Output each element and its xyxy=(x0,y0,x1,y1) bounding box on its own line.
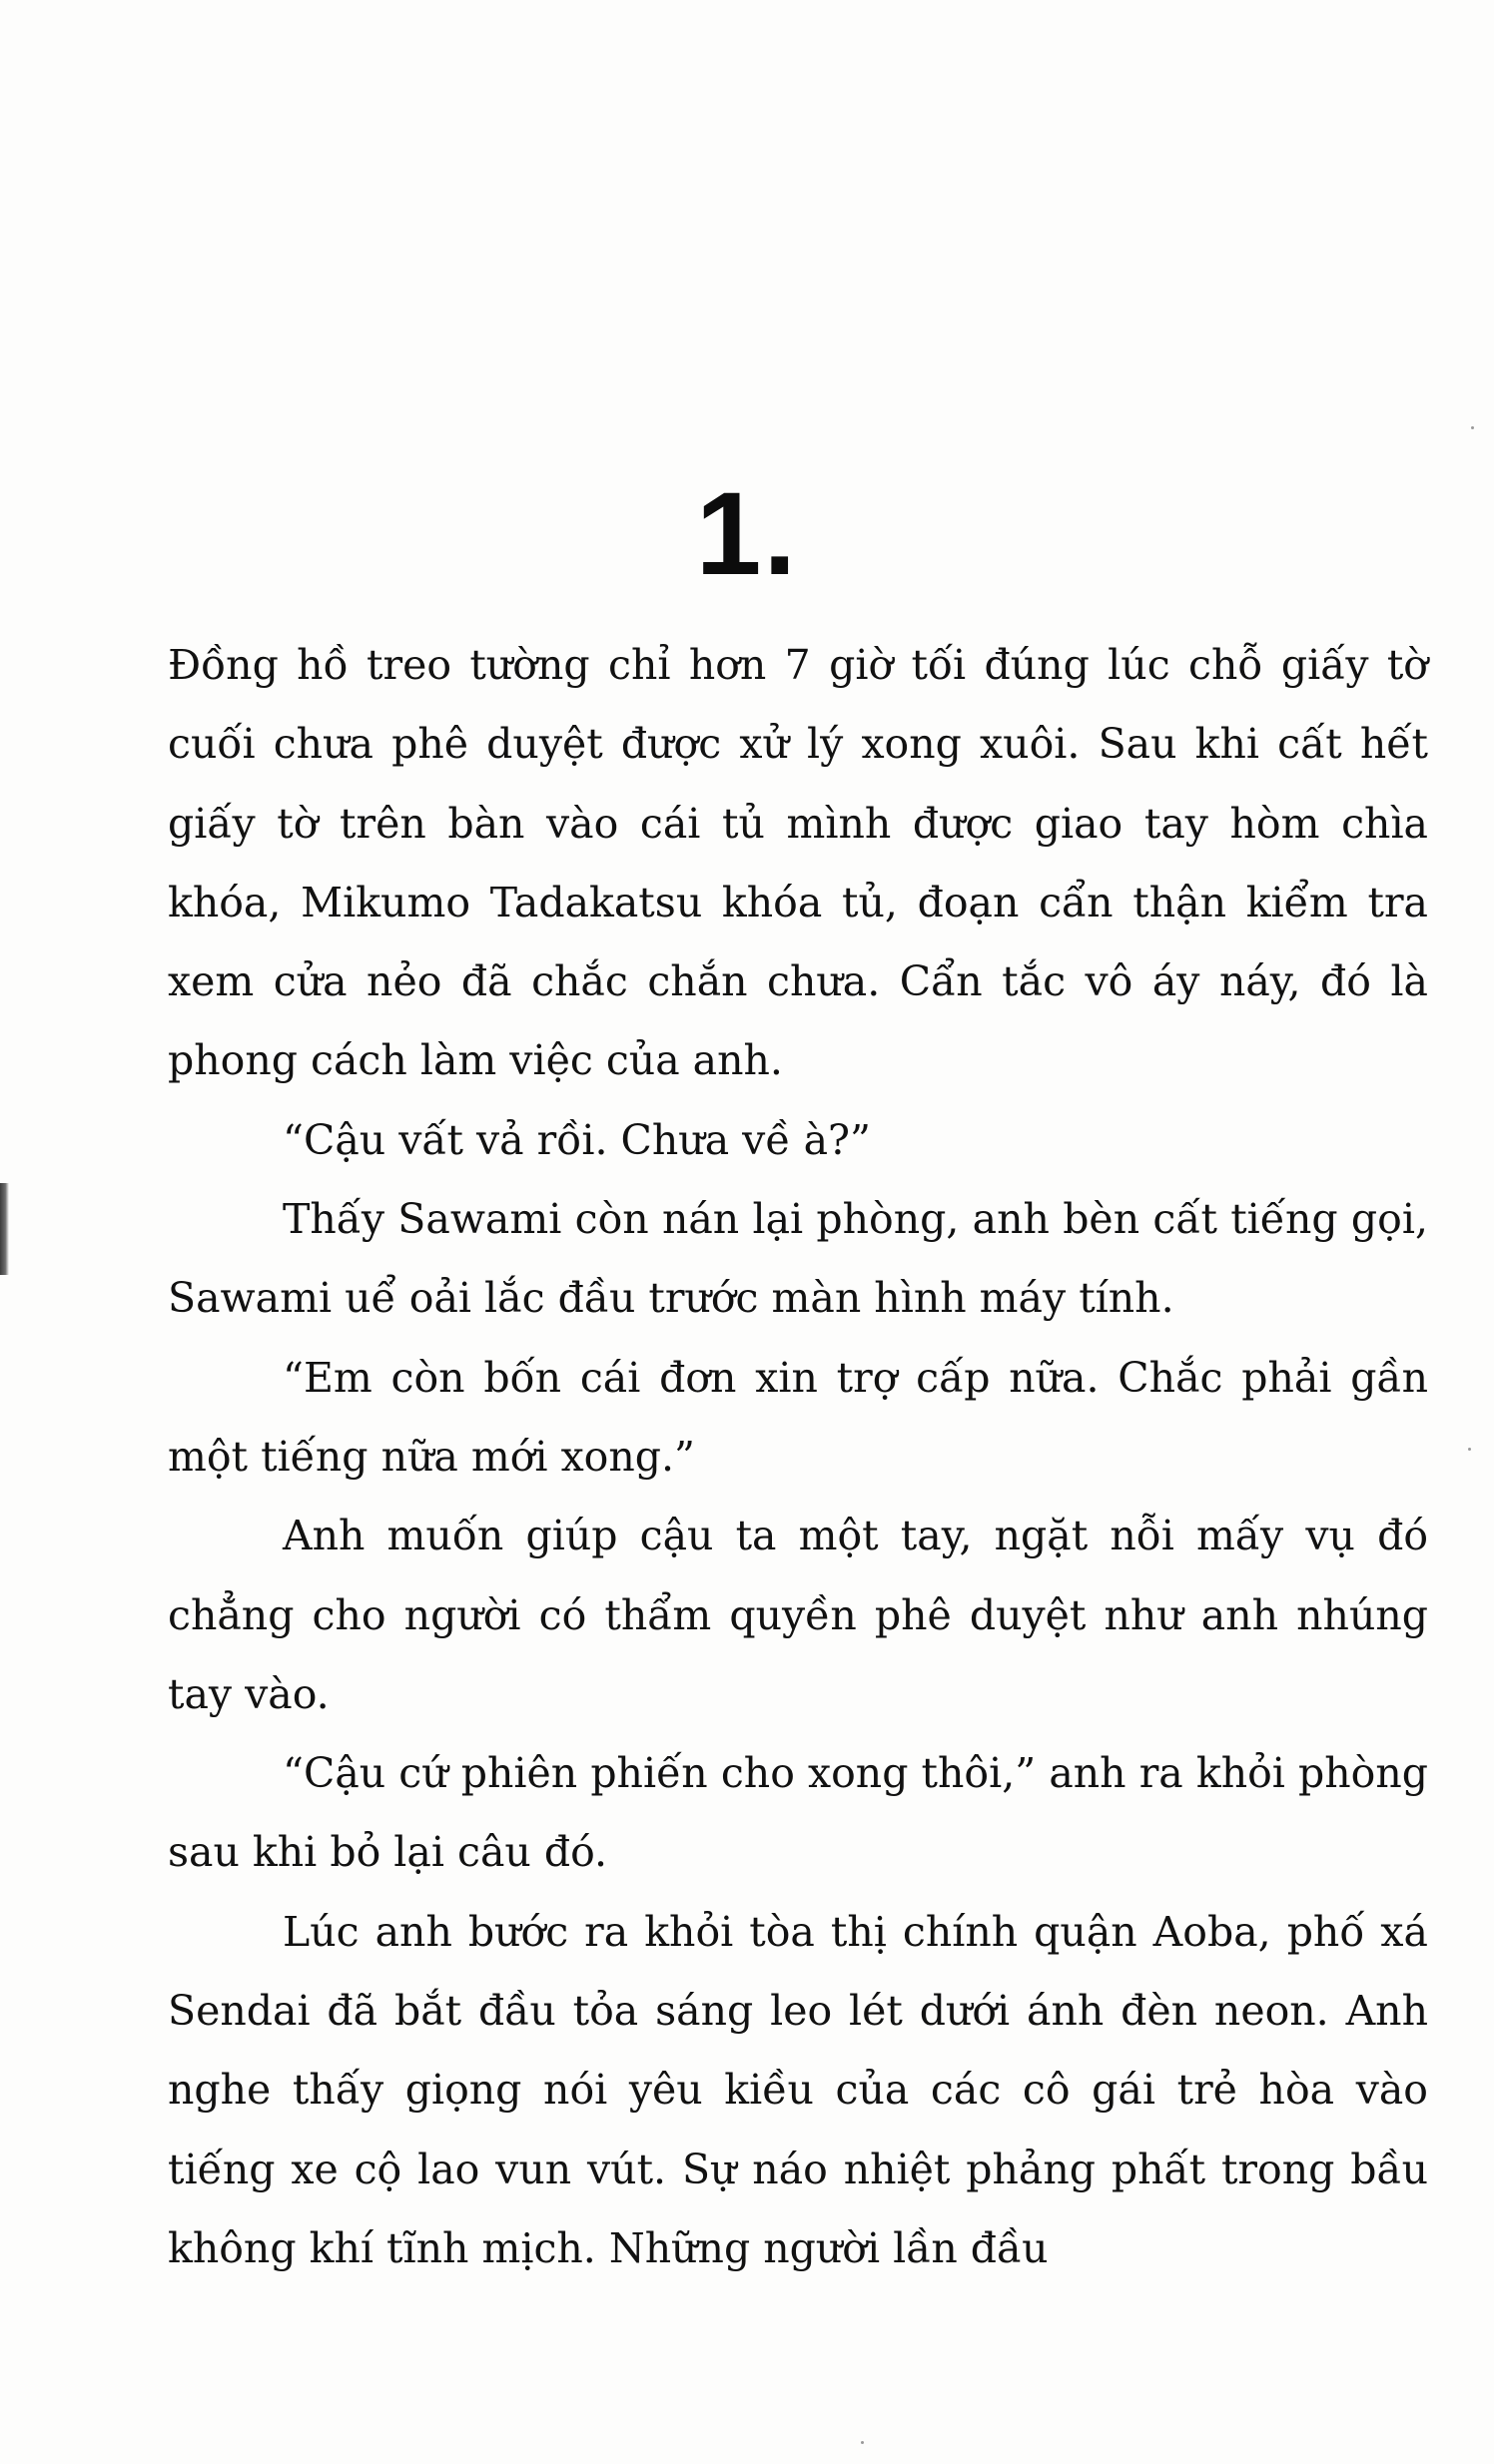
body-text xyxy=(168,626,1428,2288)
paper-speck xyxy=(1471,426,1474,429)
paragraph: Thấy Sawami còn nán lại phòng, anh bèn cất tiếng gọi, Sawami uể oải lắc đầu trước màn hình máy tính. xyxy=(168,1195,1428,1323)
paragraph: “Cậu cứ phiên phiến cho xong thôi,” anh ra khỏi phòng sau khi bỏ lại câu đó. xyxy=(168,1749,1428,1877)
paragraph: “Em còn bốn cái đơn xin trợ cấp nữa. Chắc phải gần một tiếng nữa mới xong.” xyxy=(168,1353,1428,1481)
paper-speck xyxy=(1468,1448,1471,1451)
scan-edge-mark xyxy=(0,1183,9,1275)
chapter-number: 1. xyxy=(695,468,799,600)
paragraph: “Cậu vất vả rồi. Chưa về à?” xyxy=(283,1115,871,1164)
paper-speck xyxy=(861,2441,864,2444)
paragraph: Lúc anh bước ra khỏi tòa thị chính quận Aoba, phố xá Sendai đã bắt đầu tỏa sáng leo lét dưới ánh đèn neon. Anh nghe thấy giọng nói yêu kiều của các cô gái trẻ hòa vào tiếng xe cộ lao vun vút. Sự náo nhiệt phảng phất trong bầu không khí tĩnh mịch. Những người lần đầu xyxy=(168,1907,1428,2272)
paragraph: Đồng hồ treo tường chỉ hơn 7 giờ tối đúng lúc chỗ giấy tờ cuối chưa phê duyệt được xử lý xong xuôi. Sau khi cất hết giấy tờ trên bàn vào cái tủ mình được giao tay hòm chìa khóa, Mikumo Tadakatsu khóa tủ, đoạn cẩn thận kiểm tra xem cửa nẻo đã chắc chắn chưa. Cẩn tắc vô áy náy, đó là phong cách làm việc của anh. xyxy=(168,641,1428,1085)
paragraph: Anh muốn giúp cậu ta một tay, ngặt nỗi mấy vụ đó chẳng cho người có thẩm quyền phê duyệt như anh nhúng tay vào. xyxy=(168,1512,1428,1718)
